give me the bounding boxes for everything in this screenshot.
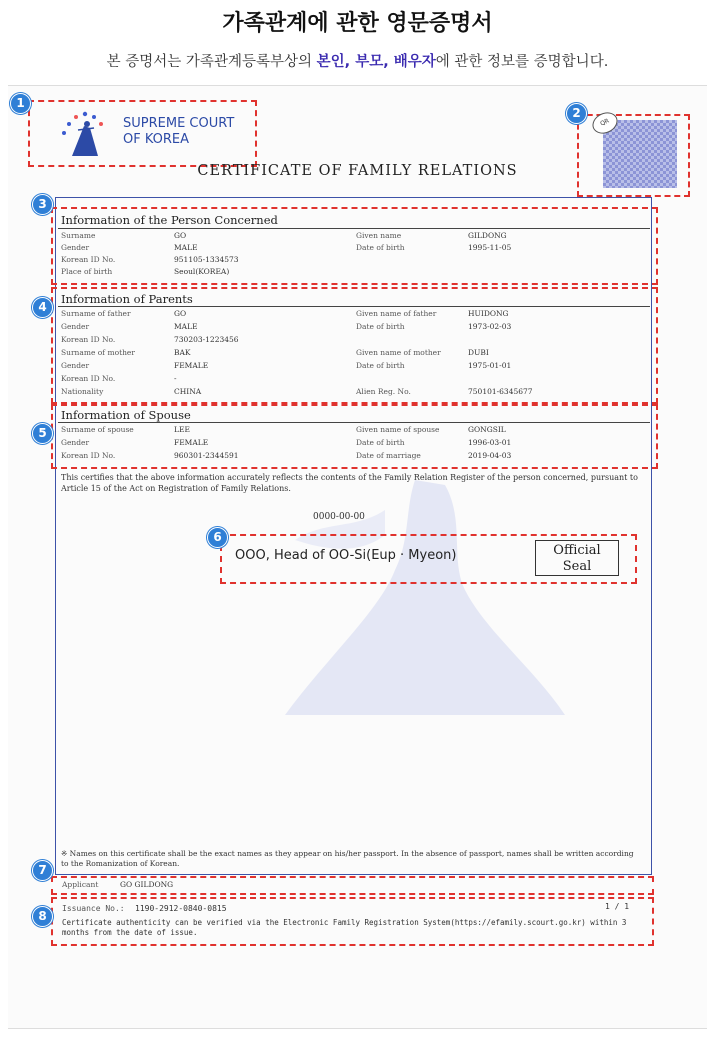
subtitle-separator: ,	[383, 54, 394, 70]
marker-6: 6	[207, 527, 228, 548]
qr-tag: QR	[589, 108, 621, 137]
applicant-label: Applicant	[62, 880, 99, 889]
court-name	[123, 116, 234, 148]
name-footnote: ※ Names on this certificate shall be the exact names as they appear on his/her passport. In the absence of passport, names shall be written according to the Romanization of Korean.	[61, 849, 634, 868]
section-rule	[58, 306, 650, 307]
field-value: 730203-1223456	[174, 335, 239, 344]
court-name-line2: OF KOREA	[123, 132, 190, 147]
field-label: Date of marriage	[356, 451, 421, 460]
field-label: Given name of mother	[356, 348, 441, 357]
field-label: Surname of spouse	[61, 425, 134, 434]
field-value: GONGSIL	[468, 425, 506, 434]
issuance-number: 1190-2912-0840-0815	[135, 904, 227, 913]
field-value: BAK	[174, 348, 191, 357]
field-value: FEMALE	[174, 438, 209, 447]
field-label: Surname of father	[61, 309, 131, 318]
field-label: Given name of father	[356, 309, 437, 318]
marker-2: 2	[566, 103, 587, 124]
applicant-name: GO GILDONG	[120, 880, 174, 889]
field-label: Korean ID No.	[61, 374, 116, 383]
court-logo-icon	[58, 108, 112, 158]
subtitle-separator: ,	[344, 54, 356, 70]
field-label: Alien Reg. No.	[356, 387, 411, 396]
court-name-line1: SUPREME COURT	[123, 116, 235, 131]
field-value: GO	[174, 309, 187, 318]
field-value: 1973-02-03	[468, 322, 512, 331]
field-label: Gender	[61, 243, 90, 252]
seal-line1: Official	[553, 543, 601, 558]
section-rule	[58, 422, 650, 423]
field-label: Date of birth	[356, 361, 405, 370]
marker-3: 3	[32, 194, 53, 215]
field-value: LEE	[174, 425, 190, 434]
head-of-office: OOO, Head of OO-Si(Eup · Myeon)	[235, 548, 457, 563]
field-value: 1975-01-01	[468, 361, 512, 370]
field-value: 2019-04-03	[468, 451, 512, 460]
section-rule	[58, 228, 650, 229]
field-label: Nationality	[61, 387, 104, 396]
field-value: 960301-2344591	[174, 451, 239, 460]
field-label: Given name of spouse	[356, 425, 440, 434]
field-label: Gender	[61, 322, 90, 331]
marker-8: 8	[32, 906, 53, 927]
highlight-self: 본인	[316, 54, 345, 70]
official-seal	[535, 540, 619, 576]
section-heading-parents: Information of Parents	[61, 292, 193, 306]
field-value: GO	[174, 231, 187, 240]
field-label: Date of birth	[356, 438, 405, 447]
field-value: CHINA	[174, 387, 202, 396]
field-label: Korean ID No.	[61, 255, 116, 264]
verification-text: Certificate authenticity can be verified via the Electronic Family Registration System(https://efamily.scourt.go.kr) within 3 months from the date of issue.	[62, 918, 627, 937]
marker-7: 7	[32, 860, 53, 881]
field-label: Surname	[61, 231, 96, 240]
marker-5: 5	[32, 423, 53, 444]
section-heading-spouse: Information of Spouse	[61, 408, 191, 422]
marker-1: 1	[10, 93, 31, 114]
marker-4: 4	[32, 297, 53, 318]
field-label: Korean ID No.	[61, 335, 116, 344]
field-label: Date of birth	[356, 243, 405, 252]
field-value: DUBI	[468, 348, 489, 357]
certify-statement: This certifies that the above information accurately reflects the contents of the Family Relation Register of the person concerned, pursuant to Article 15 of the Act on Registration of Family Relations.	[61, 473, 638, 493]
field-value: HUIDONG	[468, 309, 509, 318]
field-value: MALE	[174, 243, 198, 252]
field-value: 1996-03-01	[468, 438, 512, 447]
highlight-spouse: 배우자	[393, 54, 436, 70]
field-label: Korean ID No.	[61, 451, 116, 460]
seal-line2: Seal	[562, 559, 592, 574]
field-value: Seoul(KOREA)	[174, 267, 230, 276]
field-label: Date of birth	[356, 322, 405, 331]
field-value: FEMALE	[174, 361, 209, 370]
certificate-title: CERTIFICATE OF FAMILY RELATIONS	[197, 163, 518, 179]
field-label: Place of birth	[61, 267, 113, 276]
issue-date: 0000-00-00	[313, 512, 365, 522]
subtitle-prefix: 본 증명서는 가족관계등록부상의	[106, 54, 317, 70]
field-value: MALE	[174, 322, 198, 331]
page-title: 가족관계에 관한 영문증명서	[222, 11, 493, 36]
field-label: Given name	[356, 231, 402, 240]
page-indicator: 1 / 1	[605, 902, 630, 911]
field-value: GILDONG	[468, 231, 507, 240]
field-value: 1995-11-05	[468, 243, 512, 252]
field-value: 951105-1334573	[174, 255, 239, 264]
section-heading-person: Information of the Person Concerned	[61, 213, 278, 227]
issuance-label: Issuance No.:	[62, 904, 125, 913]
field-label: Surname of mother	[61, 348, 135, 357]
subtitle-suffix: 에 관한 정보를 증명합니다.	[435, 54, 609, 70]
highlight-parents: 부모	[355, 54, 384, 70]
field-value: 750101-6345677	[468, 387, 533, 396]
field-value: -	[174, 374, 177, 383]
field-label: Gender	[61, 438, 90, 447]
field-label: Gender	[61, 361, 90, 370]
page-subtitle	[0, 50, 715, 71]
